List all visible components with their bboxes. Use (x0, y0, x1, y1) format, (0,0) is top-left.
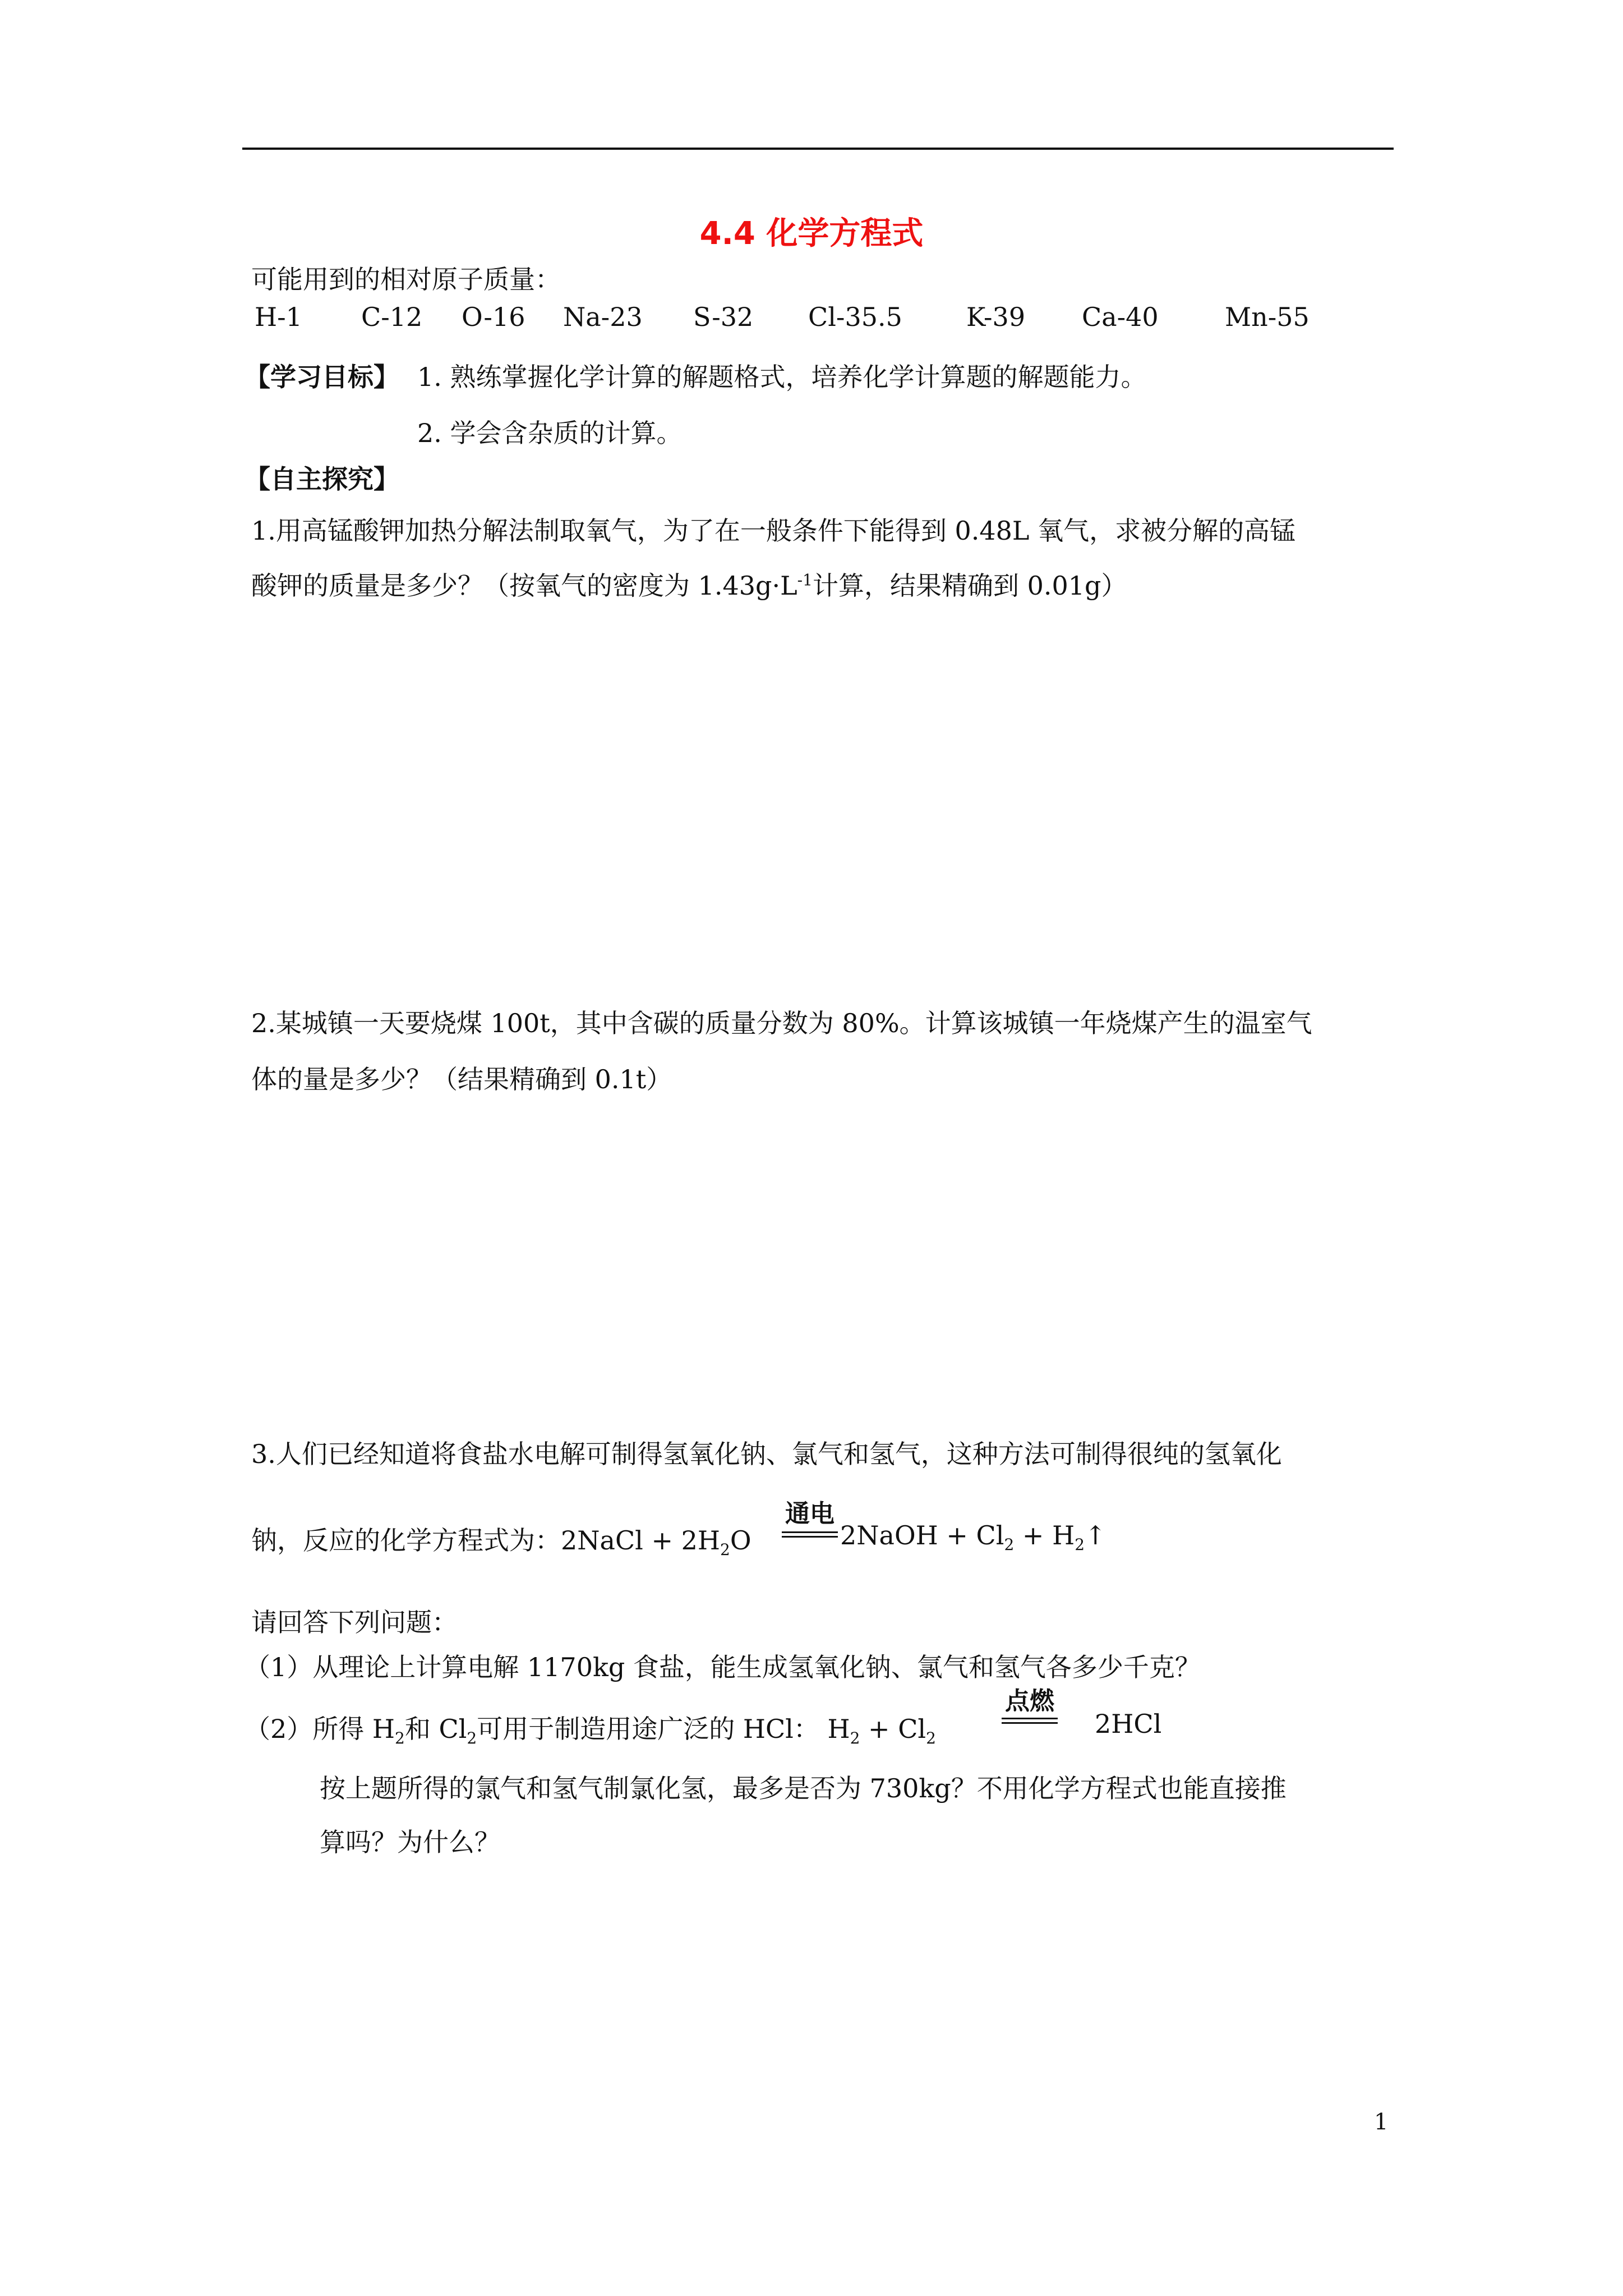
atomic-mass-item: O-16 (462, 302, 525, 332)
question-3-prompt: 请回答下列问题： (251, 1607, 458, 1637)
atomic-mass-item: C-12 (361, 302, 423, 332)
question-3-sub-2: （2）所得 $H_2$和 $Cl_2$可用于制造用途广泛的 HCl： $H_2 + Cl_2$ (245, 1714, 936, 1748)
equation-prefix: 钠，反应的化学方程式为： (251, 1525, 561, 1556)
atomic-mass-item: Na-23 (563, 302, 643, 332)
equation-left: 2NaCl + $2H_2O$ (561, 1525, 751, 1559)
atomic-mass-item: H-1 (255, 302, 302, 332)
page-number: 1 (1374, 2109, 1389, 2135)
atomic-mass-item: K-39 (966, 302, 1026, 332)
question-3-equation-line (251, 1520, 751, 1559)
header-rule (242, 148, 1394, 150)
atomic-mass-item: Mn-55 (1225, 302, 1310, 332)
electrolysis-condition-mark: 通电 (782, 1493, 838, 1561)
question-3-sub-1: （1）从理论上计算电解 1170kg 食盐，能生成氢氧化钠、氯气和氢气各多少千克？ (245, 1652, 1201, 1682)
gas-arrow-icon: ↑ (1085, 1520, 1106, 1550)
atomic-mass-list (0, 302, 1623, 335)
objective-item-1: 1. 熟练掌握化学计算的解题格式，培养化学计算题的解题能力。 (417, 362, 1147, 392)
atomic-mass-item: Ca-40 (1082, 302, 1159, 332)
equation-right: 2NaOH + $Cl_2$ + $H_2↑$ (840, 1520, 1106, 1554)
question-3-sub-2-line-3: 算吗？为什么？ (320, 1827, 500, 1857)
question-3-sub-2-line-2: 按上题所得的氯气和氢气制氯化氢，最多是否为 730kg？不用化学方程式也能直接推 (320, 1773, 1287, 1803)
objective-item-2: 2. 学会含杂质的计算。 (417, 418, 683, 448)
explore-label: 【自主探究】 (245, 464, 399, 494)
question-1-line-1: 1.用高锰酸钾加热分解法制取氧气，为了在一般条件下能得到 0.48L 氧气，求被分解的高锰 (251, 516, 1296, 546)
atomic-mass-intro: 可能用到的相对原子质量： (251, 264, 561, 295)
page-title: 4.4 化学方程式 (699, 215, 924, 252)
objectives-label: 【学习目标】 (245, 362, 399, 392)
hcl-product: 2HCl (1095, 1709, 1162, 1739)
question-3-line-1: 3.人们已经知道将食盐水电解可制得氢氧化钠、氯气和氢气，这种方法可制得很纯的氢氧化 (251, 1439, 1282, 1469)
question-2-line-1: 2.某城镇一天要烧煤 100t，其中含碳的质量分数为 80%。计算该城镇一年烧煤产生的温室气 (251, 1008, 1312, 1038)
atomic-mass-item: S-32 (693, 302, 754, 332)
atomic-mass-item: Cl-35.5 (808, 302, 902, 332)
ignition-condition-mark: 点燃 (1002, 1681, 1058, 1742)
question-1-line-2: 酸钾的质量是多少？（按氧气的密度为 $1.43g\cdot L^{-1}$计算，结果精确到 0.01g） (251, 570, 1127, 601)
question-2-line-2: 体的量是多少？（结果精确到 0.1t） (251, 1064, 672, 1094)
